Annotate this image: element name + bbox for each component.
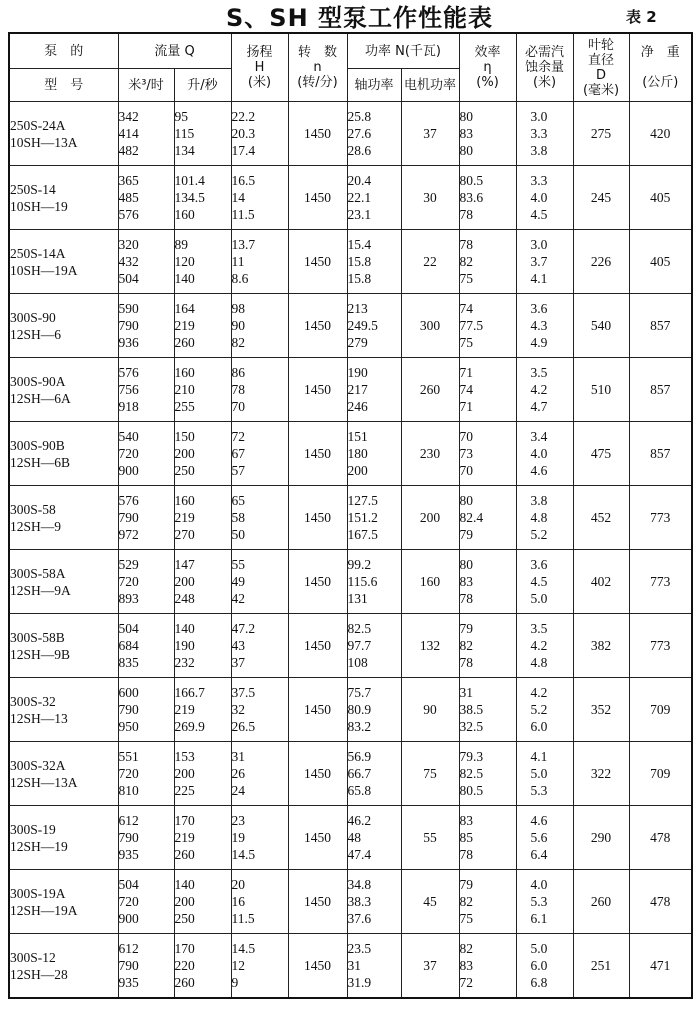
shaft-power-cell: 151 180 200 [347,422,401,486]
table-number: 表 2 [626,8,657,26]
header-speed: 转 数 n (转/分) [288,33,347,102]
weight-cell: 420 [629,102,692,166]
npsh-cell: 3.8 4.8 5.2 [516,486,573,550]
table-row [9,486,692,550]
motor-power-cell: 75 [401,742,459,806]
motor-power-cell: 37 [401,102,459,166]
weight-cell: 773 [629,550,692,614]
flow-m3h-cell: 540 720 900 [118,422,174,486]
impeller-diameter-cell: 402 [573,550,629,614]
head-cell: 37.5 32 26.5 [231,678,288,742]
npsh-cell: 3.4 4.0 4.6 [516,422,573,486]
weight-cell: 405 [629,230,692,294]
speed-cell: 1450 [288,294,347,358]
table-row [9,870,692,934]
head-cell: 86 78 70 [231,358,288,422]
speed-cell: 1450 [288,742,347,806]
weight-cell: 857 [629,422,692,486]
flow-m3h-cell: 504 720 900 [118,870,174,934]
flow-ls-cell: 160 219 270 [174,486,231,550]
impeller-diameter-cell: 245 [573,166,629,230]
speed-cell: 1450 [288,486,347,550]
npsh-cell: 3.6 4.5 5.0 [516,550,573,614]
weight-cell: 773 [629,486,692,550]
npsh-cell: 3.0 3.7 4.1 [516,230,573,294]
pump-model-cell: 300S-32 12SH—13 [9,678,118,742]
motor-power-cell: 45 [401,870,459,934]
pump-model-cell: 300S-58 12SH—9 [9,486,118,550]
header-flow-m3h: 米³/时 [118,69,174,102]
shaft-power-cell: 99.2 115.6 131 [347,550,401,614]
header-head: 扬程 H (米) [231,33,288,102]
pump-model-cell: 300S-12 12SH—28 [9,934,118,999]
shaft-power-cell: 46.2 48 47.4 [347,806,401,870]
pump-model-cell: 300S-58B 12SH—9B [9,614,118,678]
speed-cell: 1450 [288,422,347,486]
pump-model-cell: 300S-90B 12SH—6B [9,422,118,486]
flow-m3h-cell: 612 790 935 [118,806,174,870]
flow-m3h-cell: 612 790 935 [118,934,174,999]
pump-model-cell: 300S-90 12SH—6 [9,294,118,358]
table-row [9,358,692,422]
flow-m3h-cell: 320 432 504 [118,230,174,294]
head-cell: 22.2 20.3 17.4 [231,102,288,166]
npsh-cell: 3.6 4.3 4.9 [516,294,573,358]
impeller-diameter-cell: 510 [573,358,629,422]
head-cell: 16.5 14 11.5 [231,166,288,230]
head-cell: 65 58 50 [231,486,288,550]
npsh-cell: 4.1 5.0 5.3 [516,742,573,806]
pump-model-cell: 300S-58A 12SH—9A [9,550,118,614]
speed-cell: 1450 [288,102,347,166]
impeller-diameter-cell: 226 [573,230,629,294]
efficiency-cell: 70 73 70 [459,422,516,486]
impeller-diameter-cell: 275 [573,102,629,166]
flow-ls-cell: 164 219 260 [174,294,231,358]
motor-power-cell: 30 [401,166,459,230]
speed-cell: 1450 [288,358,347,422]
motor-power-cell: 132 [401,614,459,678]
table-row [9,230,692,294]
weight-cell: 709 [629,678,692,742]
speed-cell: 1450 [288,934,347,999]
header-motor-power: 电机功率 [401,69,459,102]
efficiency-cell: 79.3 82.5 80.5 [459,742,516,806]
table-row [9,550,692,614]
efficiency-cell: 80 82.4 79 [459,486,516,550]
table-row [9,422,692,486]
head-cell: 72 67 57 [231,422,288,486]
efficiency-cell: 80 83 78 [459,550,516,614]
shaft-power-cell: 127.5 151.2 167.5 [347,486,401,550]
pump-model-cell: 300S-90A 12SH—6A [9,358,118,422]
impeller-diameter-cell: 382 [573,614,629,678]
flow-ls-cell: 166.7 219 269.9 [174,678,231,742]
npsh-cell: 3.5 4.2 4.8 [516,614,573,678]
npsh-cell: 4.2 5.2 6.0 [516,678,573,742]
pump-model-cell: 300S-19A 12SH—19A [9,870,118,934]
efficiency-cell: 79 82 78 [459,614,516,678]
pump-model-cell: 300S-19 12SH—19 [9,806,118,870]
head-cell: 23 19 14.5 [231,806,288,870]
shaft-power-cell: 23.5 31 31.9 [347,934,401,999]
efficiency-cell: 80.5 83.6 78 [459,166,516,230]
flow-ls-cell: 153 200 225 [174,742,231,806]
flow-m3h-cell: 600 790 950 [118,678,174,742]
pump-model-cell: 250S-14 10SH—19 [9,166,118,230]
impeller-diameter-cell: 452 [573,486,629,550]
efficiency-cell: 83 85 78 [459,806,516,870]
flow-ls-cell: 150 200 250 [174,422,231,486]
motor-power-cell: 200 [401,486,459,550]
shaft-power-cell: 15.4 15.8 15.8 [347,230,401,294]
motor-power-cell: 22 [401,230,459,294]
weight-cell: 471 [629,934,692,999]
head-cell: 13.7 11 8.6 [231,230,288,294]
motor-power-cell: 37 [401,934,459,999]
flow-ls-cell: 140 190 232 [174,614,231,678]
shaft-power-cell: 56.9 66.7 65.8 [347,742,401,806]
header-weight: 净 重 (公斤) [629,33,692,102]
flow-ls-cell: 160 210 255 [174,358,231,422]
speed-cell: 1450 [288,550,347,614]
shaft-power-cell: 20.4 22.1 23.1 [347,166,401,230]
header-row-1 [9,33,692,69]
npsh-cell: 4.0 5.3 6.1 [516,870,573,934]
npsh-cell: 3.0 3.3 3.8 [516,102,573,166]
table-row [9,614,692,678]
impeller-diameter-cell: 322 [573,742,629,806]
efficiency-cell: 82 83 72 [459,934,516,999]
flow-ls-cell: 170 220 260 [174,934,231,999]
speed-cell: 1450 [288,806,347,870]
table-row [9,806,692,870]
header-flow-ls: 升/秒 [174,69,231,102]
shaft-power-cell: 34.8 38.3 37.6 [347,870,401,934]
shaft-power-cell: 82.5 97.7 108 [347,614,401,678]
flow-ls-cell: 101.4 134.5 160 [174,166,231,230]
head-cell: 31 26 24 [231,742,288,806]
motor-power-cell: 300 [401,294,459,358]
impeller-diameter-cell: 290 [573,806,629,870]
impeller-diameter-cell: 540 [573,294,629,358]
header-flow: 流量 Q [118,33,231,69]
speed-cell: 1450 [288,230,347,294]
efficiency-cell: 80 83 80 [459,102,516,166]
efficiency-cell: 71 74 71 [459,358,516,422]
flow-m3h-cell: 342 414 482 [118,102,174,166]
weight-cell: 857 [629,358,692,422]
efficiency-cell: 31 38.5 32.5 [459,678,516,742]
motor-power-cell: 230 [401,422,459,486]
flow-m3h-cell: 590 790 936 [118,294,174,358]
header-npsh: 必需汽 蚀余量 (米) [516,33,573,102]
header-impeller-diameter: 叶轮 直径 D (毫米) [573,33,629,102]
header-model-bottom: 型 号 [9,69,118,102]
speed-cell: 1450 [288,166,347,230]
impeller-diameter-cell: 251 [573,934,629,999]
head-cell: 98 90 82 [231,294,288,358]
table-row [9,742,692,806]
flow-ls-cell: 140 200 250 [174,870,231,934]
document-title-bar [0,0,700,32]
header-efficiency: 效率 η (%) [459,33,516,102]
flow-m3h-cell: 504 684 835 [118,614,174,678]
efficiency-cell: 74 77.5 75 [459,294,516,358]
head-cell: 47.2 43 37 [231,614,288,678]
header-model-top: 泵 的 [9,33,118,69]
table-row [9,102,692,166]
pump-model-cell: 250S-24A 10SH—13A [9,102,118,166]
flow-ls-cell: 170 219 260 [174,806,231,870]
shaft-power-cell: 213 249.5 279 [347,294,401,358]
flow-m3h-cell: 365 485 576 [118,166,174,230]
npsh-cell: 3.5 4.2 4.7 [516,358,573,422]
table-row [9,294,692,358]
flow-ls-cell: 89 120 140 [174,230,231,294]
speed-cell: 1450 [288,870,347,934]
shaft-power-cell: 75.7 80.9 83.2 [347,678,401,742]
speed-cell: 1450 [288,678,347,742]
motor-power-cell: 55 [401,806,459,870]
head-cell: 55 49 42 [231,550,288,614]
pump-model-cell: 300S-32A 12SH—13A [9,742,118,806]
impeller-diameter-cell: 260 [573,870,629,934]
npsh-cell: 5.0 6.0 6.8 [516,934,573,999]
head-cell: 20 16 11.5 [231,870,288,934]
shaft-power-cell: 190 217 246 [347,358,401,422]
weight-cell: 478 [629,806,692,870]
weight-cell: 773 [629,614,692,678]
weight-cell: 857 [629,294,692,358]
speed-cell: 1450 [288,614,347,678]
table-row [9,166,692,230]
motor-power-cell: 90 [401,678,459,742]
header-shaft-power: 轴功率 [347,69,401,102]
impeller-diameter-cell: 352 [573,678,629,742]
pump-model-cell: 250S-14A 10SH—19A [9,230,118,294]
npsh-cell: 3.3 4.0 4.5 [516,166,573,230]
flow-m3h-cell: 551 720 810 [118,742,174,806]
motor-power-cell: 260 [401,358,459,422]
efficiency-cell: 79 82 75 [459,870,516,934]
weight-cell: 709 [629,742,692,806]
motor-power-cell: 160 [401,550,459,614]
table-row [9,934,692,999]
weight-cell: 478 [629,870,692,934]
flow-m3h-cell: 576 756 918 [118,358,174,422]
header-power: 功率 N(千瓦) [347,33,459,69]
head-cell: 14.5 12 9 [231,934,288,999]
flow-ls-cell: 95 115 134 [174,102,231,166]
flow-m3h-cell: 529 720 893 [118,550,174,614]
shaft-power-cell: 25.8 27.6 28.6 [347,102,401,166]
table-row [9,678,692,742]
npsh-cell: 4.6 5.6 6.4 [516,806,573,870]
flow-ls-cell: 147 200 248 [174,550,231,614]
table-title: S、SH 型泵工作性能表 [226,4,494,32]
flow-m3h-cell: 576 790 972 [118,486,174,550]
table-body [9,102,692,999]
efficiency-cell: 78 82 75 [459,230,516,294]
pump-performance-table [8,32,693,999]
weight-cell: 405 [629,166,692,230]
impeller-diameter-cell: 475 [573,422,629,486]
